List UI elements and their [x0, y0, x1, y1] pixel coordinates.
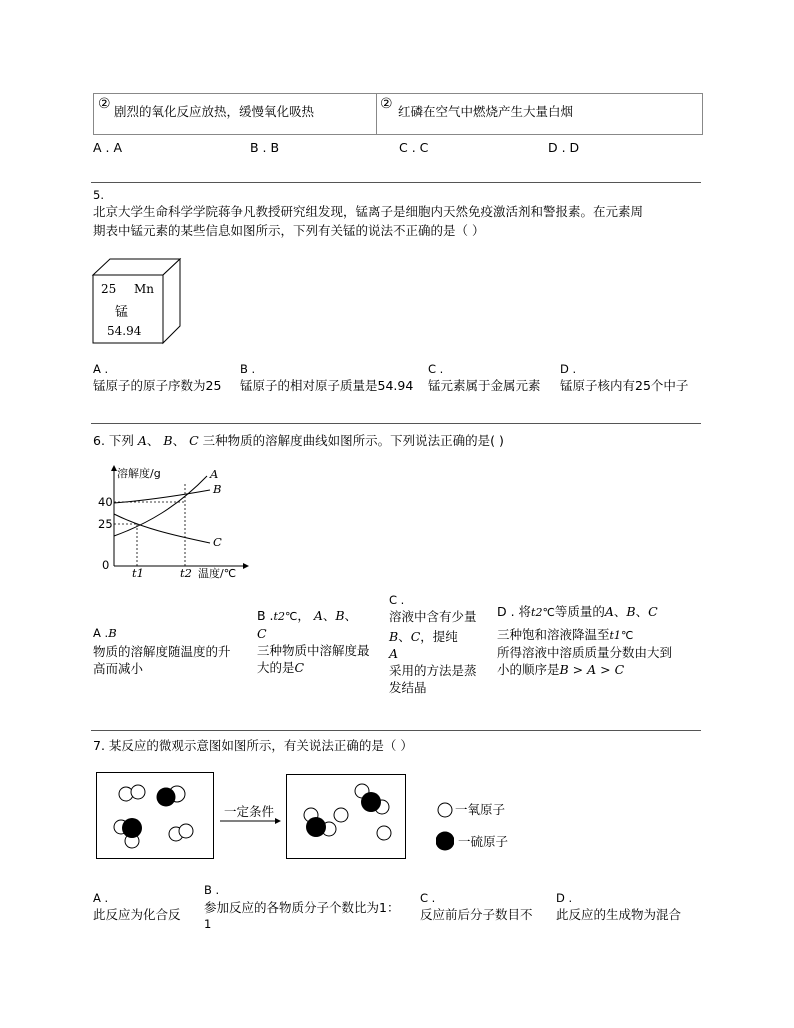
solubility-chart	[92, 462, 252, 582]
var-c: C	[189, 433, 199, 448]
var-a: A	[313, 608, 323, 623]
var-a: A	[604, 604, 614, 619]
circled-number: ②	[380, 96, 393, 112]
q5-option-c-label[interactable]: C .	[428, 362, 444, 376]
atomic-number: 25	[101, 282, 117, 296]
q7-stem: 7. 某反应的微观示意图如图所示，有关说法正确的是（ ）	[93, 738, 413, 753]
series-label-c: C	[213, 535, 222, 549]
option-text: 高而减小	[93, 661, 144, 676]
option-text: 所得溶液中溶质质量分数由大到	[497, 645, 673, 660]
degree-unit: ℃	[542, 606, 555, 619]
q4-comparison-table	[93, 93, 703, 135]
table-cell-left: 剧烈的氧化反应放热，缓慢氧化吸热	[114, 104, 315, 119]
legend-oxygen: 一氧原子	[455, 802, 506, 817]
q7-option-b-label[interactable]: B .	[204, 883, 220, 897]
separator: 、	[613, 604, 627, 619]
q4-option-a[interactable]: A . A	[93, 140, 123, 155]
y-tick-40: 40	[98, 495, 113, 509]
var-b: B	[163, 433, 173, 448]
var-c: C	[648, 604, 658, 619]
separator: 、	[344, 608, 358, 623]
option-text: 发结晶	[389, 680, 427, 695]
q4-option-b[interactable]: B . B	[250, 140, 280, 155]
q6-stem-prefix: 6. 下列	[93, 433, 134, 448]
reaction-diagram	[96, 772, 416, 862]
x-tick-t2: t2	[180, 566, 192, 580]
var-b: B	[626, 604, 636, 619]
q4-option-d[interactable]: D . D	[548, 140, 580, 155]
divider	[91, 730, 701, 731]
curve-a	[114, 476, 207, 536]
q7-option-c-label[interactable]: C .	[420, 891, 436, 905]
x-tick-t1: t1	[132, 566, 144, 580]
var-c: C	[294, 660, 305, 675]
q6-stem	[93, 432, 504, 449]
q7-option-a-label[interactable]: A .	[93, 891, 109, 905]
circled-number: ②	[98, 96, 111, 112]
var-t1: t1	[609, 629, 621, 642]
option-label: B .	[257, 608, 274, 623]
order-expression: B > A > C	[559, 662, 625, 677]
separator: 、	[322, 608, 336, 623]
var-b: B	[108, 626, 117, 640]
element-symbol: Mn	[134, 282, 155, 296]
q7-option-d-text[interactable]: 此反应的生成物为混合	[556, 907, 682, 922]
option-text: 采用的方法是蒸	[389, 663, 477, 678]
q4-option-c[interactable]: C . C	[399, 140, 429, 155]
q7-option-a-text[interactable]: 此反应为化合反	[93, 907, 181, 922]
var-a: A	[137, 433, 147, 448]
table-divider	[376, 94, 377, 134]
var-t2: t2	[531, 606, 543, 619]
var-c: C	[257, 626, 267, 641]
q5-option-d-text[interactable]: 锰原子核内有25个中子	[560, 378, 689, 393]
separator: 、	[172, 433, 186, 448]
element-name: 锰	[115, 305, 129, 320]
option-text: 溶液中含有少量	[389, 609, 477, 624]
chart-svg	[92, 462, 252, 582]
x-axis-label: 温度/℃	[198, 567, 237, 580]
option-text: 物质的溶解度随温度的升	[93, 644, 231, 659]
q5-number: 5.	[93, 188, 104, 202]
reactants-box	[97, 773, 214, 859]
option-text: 大的是	[257, 660, 295, 675]
option-text: 等质量的	[554, 604, 605, 619]
legend-sulfur: 一硫原子	[458, 834, 509, 849]
q7-option-b-text2[interactable]: 1	[204, 917, 212, 931]
degree-unit: ℃	[620, 629, 634, 642]
q5-option-b-text[interactable]: 锰原子的相对原子质量是54.94	[240, 378, 414, 393]
y-axis-label: 溶解度/g	[117, 467, 161, 480]
separator: 、	[398, 629, 411, 644]
divider	[91, 423, 701, 424]
option-text: 三种饱和溶液降温至	[497, 627, 610, 642]
q7-option-d-label[interactable]: D .	[556, 891, 573, 905]
q6-option-c[interactable]	[389, 593, 494, 696]
option-label: A .	[93, 626, 109, 640]
separator: 、	[635, 604, 649, 619]
q7-option-c-text[interactable]: 反应前后分子数目不	[420, 907, 533, 922]
y-tick-25: 25	[98, 517, 113, 531]
separator: 、	[146, 433, 160, 448]
q6-option-a[interactable]	[93, 622, 231, 677]
var-c: C	[410, 629, 421, 644]
legend-symbols	[436, 801, 454, 851]
arrow-label: 一定条件	[224, 804, 275, 819]
separator: ，	[297, 608, 310, 623]
q6-stem-suffix: 三种物质的溶解度曲线如图所示。下列说法正确的是( )	[202, 433, 504, 448]
curve-b	[114, 490, 210, 503]
q6-option-d[interactable]	[497, 603, 702, 678]
option-label: C .	[389, 593, 405, 607]
curve-c	[114, 514, 210, 543]
q5-stem-line2: 期表中锰元素的某些信息如图所示，下列有关锰的说法不正确的是（ ）	[93, 223, 485, 238]
var-b: B	[389, 629, 399, 644]
var-a: A	[389, 646, 399, 661]
q6-option-b[interactable]	[257, 607, 379, 676]
element-card	[91, 256, 183, 348]
series-label-b: B	[213, 482, 222, 496]
divider	[91, 182, 701, 183]
var-t2: t2	[273, 610, 285, 623]
q5-option-a-label[interactable]: A .	[93, 362, 109, 376]
degree-unit: ℃	[284, 610, 298, 623]
q5-option-a-text[interactable]: 锰原子的原子序数为25	[93, 378, 222, 393]
var-b: B	[335, 608, 345, 623]
origin-label: 0	[102, 558, 110, 572]
option-label: D . 将	[497, 604, 532, 619]
q5-option-d-label[interactable]: D .	[560, 362, 577, 376]
q5-option-b-label[interactable]: B .	[240, 362, 256, 376]
option-text: 小的顺序是	[497, 662, 560, 677]
q5-option-c-text[interactable]: 锰元素属于金属元素	[428, 378, 541, 393]
atomic-mass: 54.94	[107, 324, 142, 338]
q5-stem-line1: 北京大学生命科学学院蒋争凡教授研究组发现，锰离子是细胞内天然免疫激活剂和警报素。在元素周	[93, 204, 644, 219]
option-text: ，提纯	[420, 629, 458, 644]
option-text: 三种物质中溶解度最	[257, 643, 370, 658]
table-cell-right: 红磷在空气中燃烧产生大量白烟	[398, 104, 574, 119]
q7-option-b-text[interactable]: 参加反应的各物质分子个数比为1：	[204, 900, 400, 915]
series-label-a: A	[210, 467, 219, 481]
